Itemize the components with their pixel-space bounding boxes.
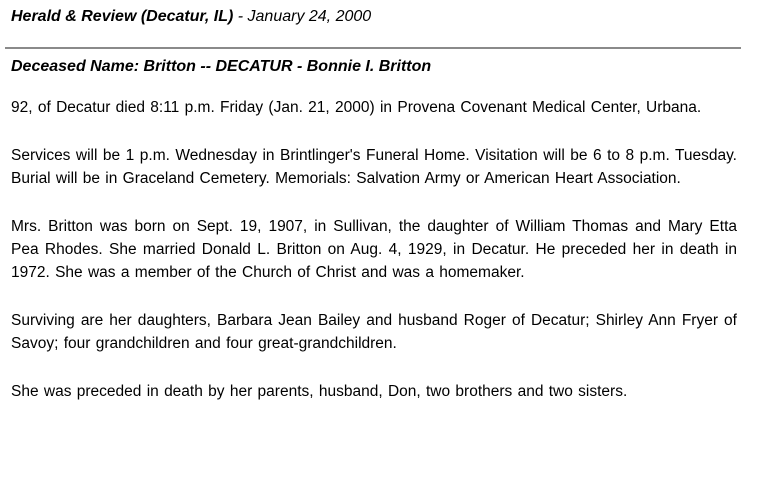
- newspaper-source: Herald & Review (Decatur, IL): [11, 8, 234, 25]
- obituary-paragraph-biography: Mrs. Britton was born on Sept. 19, 1907, in Sullivan, the daughter of William Thomas and Mary Etta Pea Rhodes. She married Donald L. Britton on Aug. 4, 1929, in Decatur. He preceded her in death in 1972. She was a member of the Church of Christ and was a homemaker.: [11, 218, 737, 281]
- obituary-paragraph-survivors: Surviving are her daughters, Barbara Jean Bailey and husband Roger of Decatur; Shirley Ann Fryer of Savoy; four grandchildren and four great-grandchildren.: [11, 312, 737, 352]
- deceased-name-line: Deceased Name: Britton -- DECATUR - Bonnie I. Britton: [11, 58, 432, 75]
- header-divider: [5, 47, 741, 49]
- publication-date: - January 24, 2000: [233, 8, 372, 25]
- obituary-paragraph-preceded: She was preceded in death by her parents, husband, Don, two brothers and two sisters.: [11, 383, 628, 400]
- obituary-paragraph-services: Services will be 1 p.m. Wednesday in Brintlinger's Funeral Home. Visitation will be 6 to 8 p.m. Tuesday. Burial will be in Graceland Cemetery. Memorials: Salvation Army or American Heart Association.: [11, 147, 737, 187]
- obituary-body: [11, 96, 737, 403]
- newspaper-header: [11, 7, 371, 27]
- obituary-paragraph-death: 92, of Decatur died 8:11 p.m. Friday (Jan. 21, 2000) in Provena Covenant Medical Center, Urbana.: [11, 99, 702, 116]
